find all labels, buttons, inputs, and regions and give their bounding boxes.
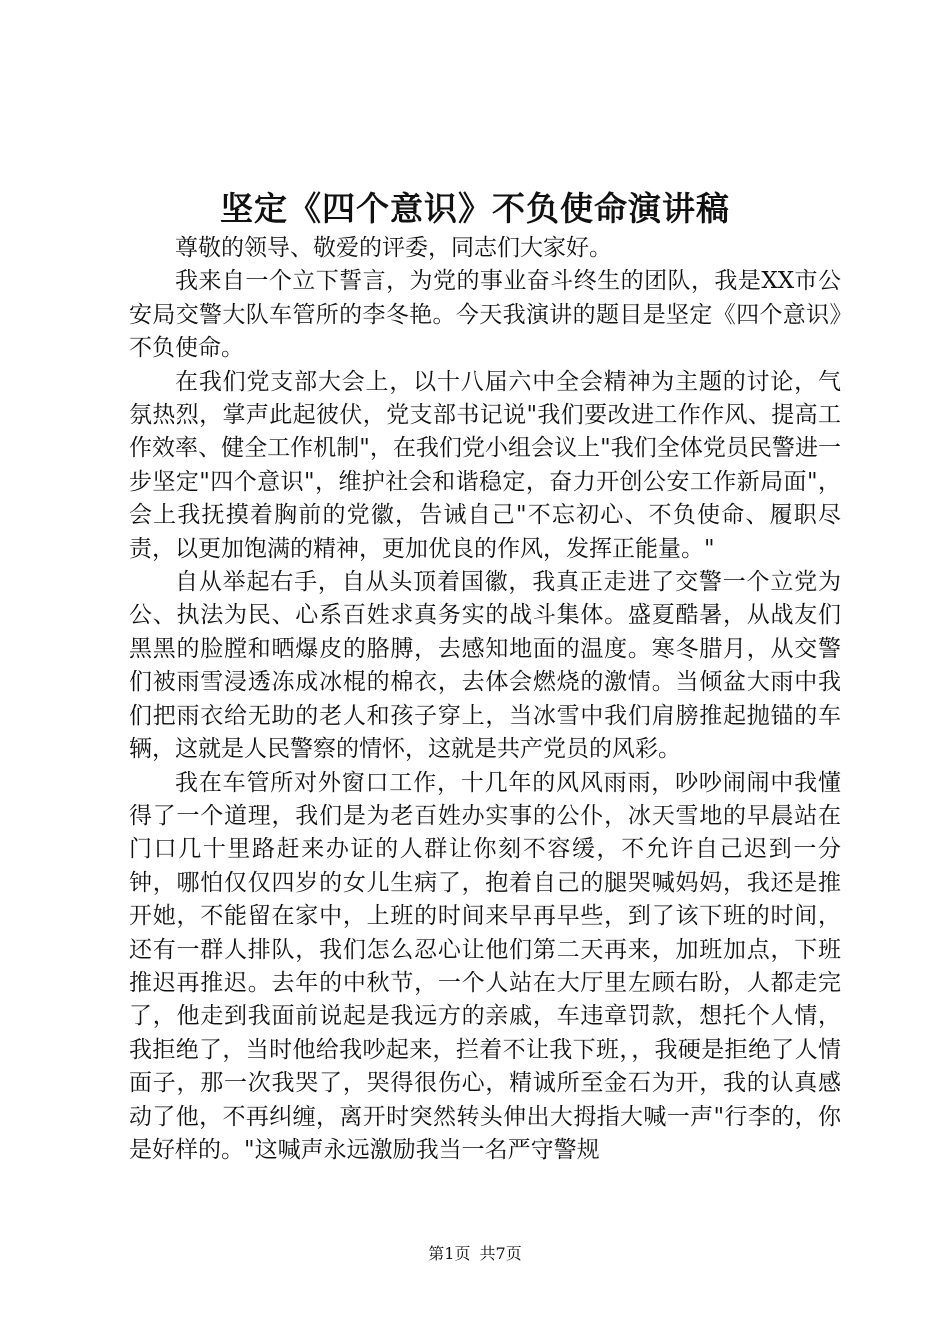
- page-number: 第1页: [428, 1244, 471, 1263]
- paragraph-vehicle-office: 我在车管所对外窗口工作，十几年的风风雨雨，吵吵闹闹中我懂得了一个道理，我们是为老百姓办实事的公仆，冰天雪地的早晨站在门口几十里路赶来办证的人群让你刻不容缓，不允许自己迟到一分钟，哪怕仅仅四岁的女儿生病了，抱着自己的腿哭喊妈妈，我还是推开她，不能留在家中，上班的时间来早再早些，到了该下班的时间，还有一群人排队，我们怎么忍心让他们第二天再来，加班加点，下班推迟再推迟。去年的中秋节，一个人站在大厅里左顾右盼，人都走完了，他走到我面前说起是我远方的亲戚，车违章罚款，想托个人情，我拒绝了，当时他给我吵起来，拦着不让我下班，，我硬是拒绝了人情面子，那一次我哭了，哭得很伤心，精诚所至金石为开，我的认真感动了他，不再纠缠，离开时突然转头伸出大拇指大喊一声"行李的，你是好样的。"这喊声永远激励我当一名严守警规: [129, 769, 841, 1163]
- paragraph-party-meeting: 在我们党支部大会上，以十八届六中全会精神为主题的讨论，气氛热烈，掌声此起彼伏，党支部书记说"我们要改进工作作风、提高工作效率、健全工作机制"，在我们党小组会议上"我们全体党员民警进一步坚定"四个意识"，维护社会和谐稳定，奋力开创公安工作新局面"，会上我抚摸着胸前的党徽，告诫自己"不忘初心、不负使命、履职尽责，以更加饱满的精神，更加优良的作风，发挥正能量。": [129, 368, 841, 562]
- paragraph-greeting: 尊敬的领导、敬爱的评委，同志们大家好。: [175, 235, 612, 261]
- document-title: 坚定《四个意识》不负使命演讲稿: [220, 189, 730, 228]
- paragraph-introduction: 我来自一个立下誓言，为党的事业奋斗终生的团队，我是XX市公安局交警大队车管所的李冬艳。今天我演讲的题目是坚定《四个意识》不负使命。: [129, 268, 841, 362]
- document-body: [129, 232, 841, 1167]
- paragraph-traffic-police: 自从举起右手，自从头顶着国徽，我真正走进了交警一个立党为公、执法为民、心系百姓求真务实的战斗集体。盛夏酷暑，从战友们黑黑的脸膛和晒爆皮的胳膊，去感知地面的温度。寒冬腊月，从交警们被雨雪浸透冻成冰棍的棉衣，去体会燃烧的激情。当倾盆大雨中我们把雨衣给无助的老人和孩子穿上，当冰雪中我们肩膀推起抛锚的车辆，这就是人民警察的情怀，这就是共产党员的风彩。: [129, 569, 841, 763]
- page-total: 共7页: [479, 1244, 522, 1263]
- page-footer: [0, 1242, 950, 1266]
